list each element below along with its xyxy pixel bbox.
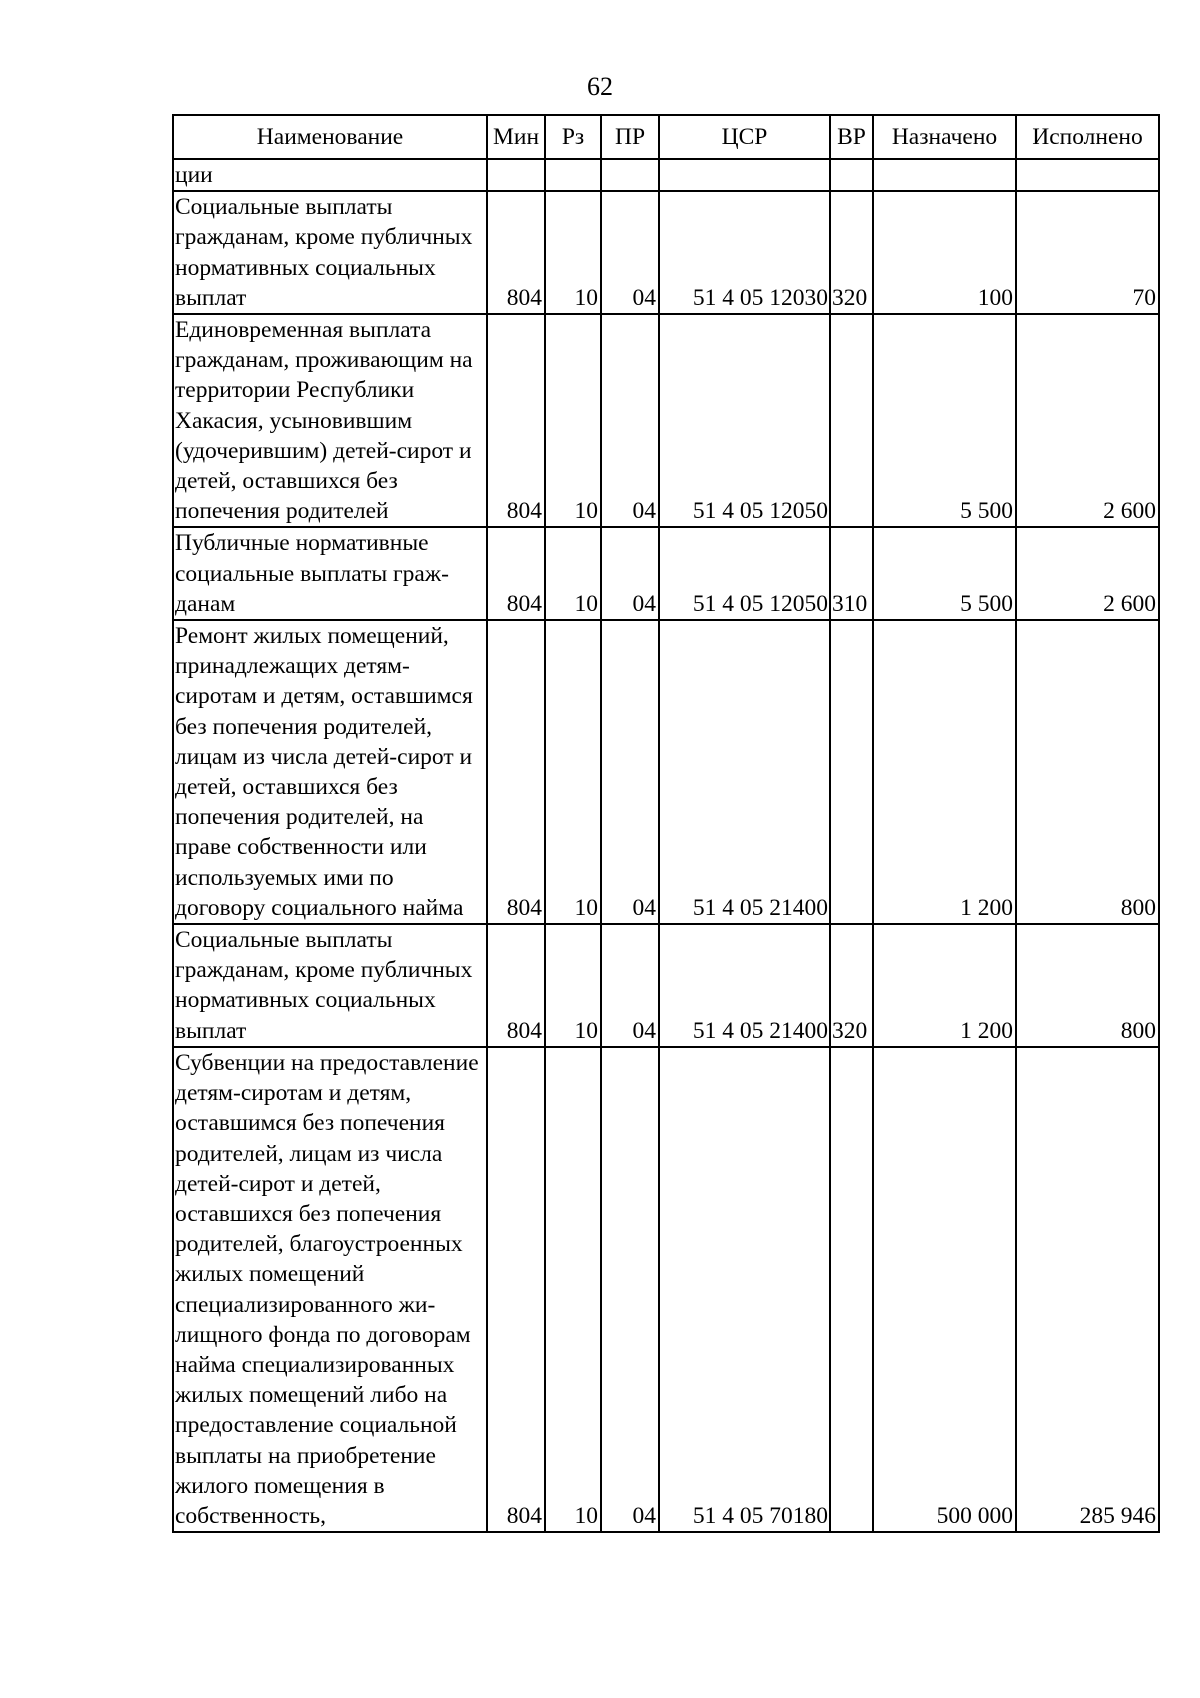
row-assigned: 1 200 [873,924,1016,1047]
row-min: 804 [487,527,545,620]
row-csr: 51 4 05 12050 [659,527,830,620]
row-min [487,159,545,191]
row-executed: 800 [1016,620,1159,924]
header-vr: ВР [830,115,873,159]
row-rz: 10 [545,620,601,924]
row-executed: 70 [1016,191,1159,314]
row-csr: 51 4 05 70180 [659,1047,830,1532]
header-pr: ПР [601,115,659,159]
row-name: Единовременная выплата гражданам, проживающим на территории Республики Хакасия, усыновившим (удочерившим) детей-сирот и детей, оставшихся без попечения родителей [173,314,487,527]
header-rz: Рз [545,115,601,159]
header-min: Мин [487,115,545,159]
row-pr [601,159,659,191]
header-executed: Исполнено [1016,115,1159,159]
row-name: Социальные выплаты гражданам, кроме публичных нормативных социальных выплат [173,191,487,314]
header-assigned: Назначено [873,115,1016,159]
budget-table [172,114,1160,1533]
row-name: Публичные нормативные социальные выплаты гражданам [173,527,487,620]
row-assigned: 500 000 [873,1047,1016,1532]
row-executed: 800 [1016,924,1159,1047]
row-pr: 04 [601,620,659,924]
row-pr: 04 [601,191,659,314]
row-rz: 10 [545,314,601,527]
row-csr [659,159,830,191]
table-row [173,620,1159,924]
table-row [173,924,1159,1047]
row-pr: 04 [601,1047,659,1532]
row-executed: 2 600 [1016,527,1159,620]
row-vr: 320 [830,924,873,1047]
row-vr [830,159,873,191]
row-assigned: 100 [873,191,1016,314]
table-header-row [173,115,1159,159]
row-vr: 320 [830,191,873,314]
row-rz: 10 [545,924,601,1047]
header-name: Наименование [173,115,487,159]
table-row [173,191,1159,314]
table-row [173,159,1159,191]
row-csr: 51 4 05 12050 [659,314,830,527]
row-min: 804 [487,1047,545,1532]
row-csr: 51 4 05 21400 [659,924,830,1047]
row-pr: 04 [601,314,659,527]
row-min: 804 [487,314,545,527]
row-executed: 2 600 [1016,314,1159,527]
row-pr: 04 [601,527,659,620]
row-vr [830,620,873,924]
row-assigned: 5 500 [873,527,1016,620]
table-row [173,314,1159,527]
row-vr [830,1047,873,1532]
row-assigned: 1 200 [873,620,1016,924]
row-name: Социальные выплаты гражданам, кроме публичных нормативных социальных выплат [173,924,487,1047]
row-executed: 285 946 [1016,1047,1159,1532]
row-vr: 310 [830,527,873,620]
table-row [173,527,1159,620]
row-name: ции [173,159,487,191]
row-rz: 10 [545,1047,601,1532]
row-assigned [873,159,1016,191]
page-number: 62 [587,72,613,101]
row-name: Субвенции на предоставление детям-сиротам и детям, оставшимся без попечения родителей, лицам из числа детей-сирот и детей, оставшихся без попечения родителей, благоустроенных жилых помещений специализированного жилищного фонда по договорам найма специализированных жилых помещений либо на предоставление социальной выплаты на приобретение жилого помещения в собственность, [173,1047,487,1532]
row-name: Ремонт жилых помещений, принадлежащих детям-сиротам и детям, оставшимся без попечения родителей, лицам из числа детей-сирот и детей, оставшихся без попечения родителей, на праве собственности или используемых ими по договору социального найма [173,620,487,924]
row-vr [830,314,873,527]
row-min: 804 [487,924,545,1047]
header-csr: ЦСР [659,115,830,159]
row-rz: 10 [545,527,601,620]
row-executed [1016,159,1159,191]
row-min: 804 [487,620,545,924]
row-csr: 51 4 05 12030 [659,191,830,314]
table-row [173,1047,1159,1532]
row-rz [545,159,601,191]
row-rz: 10 [545,191,601,314]
row-min: 804 [487,191,545,314]
row-assigned: 5 500 [873,314,1016,527]
row-csr: 51 4 05 21400 [659,620,830,924]
row-pr: 04 [601,924,659,1047]
